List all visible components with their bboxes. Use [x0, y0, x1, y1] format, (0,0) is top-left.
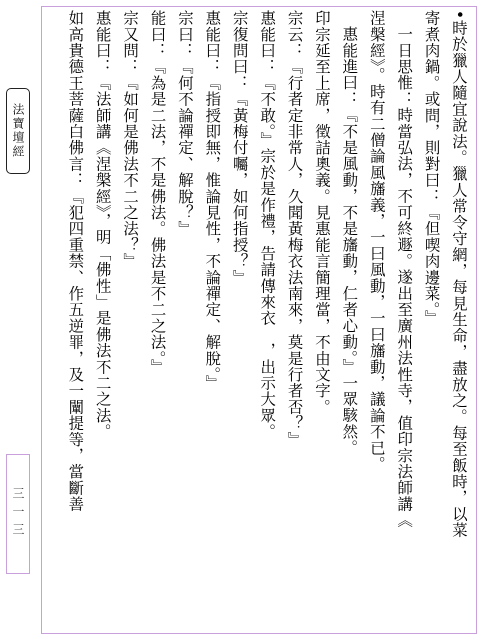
text-column: 宗云：『行者定非常人，久聞黃梅衣法南來，莫是行者否？』 [285, 10, 304, 448]
text-column: 惠能進曰：『不是風動，不是旛動，仁者心動。』一眾駭然。 [340, 26, 359, 456]
page-number: 三一三 [6, 454, 30, 574]
text-column: 宗曰：『何不論禪定、解脫？』 [175, 10, 194, 237]
book-title-label: 法寶壇經 [6, 88, 30, 174]
text-column: 惠能曰：『指授即無，惟論見性，不論禪定、解脫。』 [203, 10, 222, 392]
text-column: 一日思惟：時當弘法，不可終遯。遂出至廣州法性寺，值印宗法師講《 [395, 26, 414, 529]
text-column: 如高貴德王菩薩白佛言：『犯四重禁、作五逆罪，及一闡提等，當斷善 [66, 10, 85, 513]
text-column: 宗又問：『如何是佛法不二之法？』 [121, 10, 140, 270]
text-column: 宗復問曰：『黃梅付囑，如何指授？』 [230, 10, 249, 286]
text-column: 惠能曰：『不敢。』宗於是作禮，告請傳來衣 ，出示大眾。 [258, 10, 277, 440]
text-column: 涅槃經》。時有二僧論風旛義，一曰風動，一曰旛動，議論不已。 [367, 10, 386, 473]
text-column: 寄煮肉鍋。或問，則對曰：『但喫肉邊菜。』 [422, 10, 441, 327]
text-column: 能曰：『為是二法，不是佛法。佛法是不二之法。』 [148, 10, 167, 375]
text-column: 惠能曰：『法師講《涅槃經》，明「佛性」是佛法不二之法。 [93, 10, 112, 440]
text-column: •時於獵人隨宜說法。獵人常令守網，每見生命，盡放之。每至飯時，以菜 [450, 10, 468, 539]
text-column: 印宗延至上席，徵詰奧義。見惠能言簡理當，不由文字。 [312, 10, 331, 415]
sutra-text-body [44, 10, 472, 630]
